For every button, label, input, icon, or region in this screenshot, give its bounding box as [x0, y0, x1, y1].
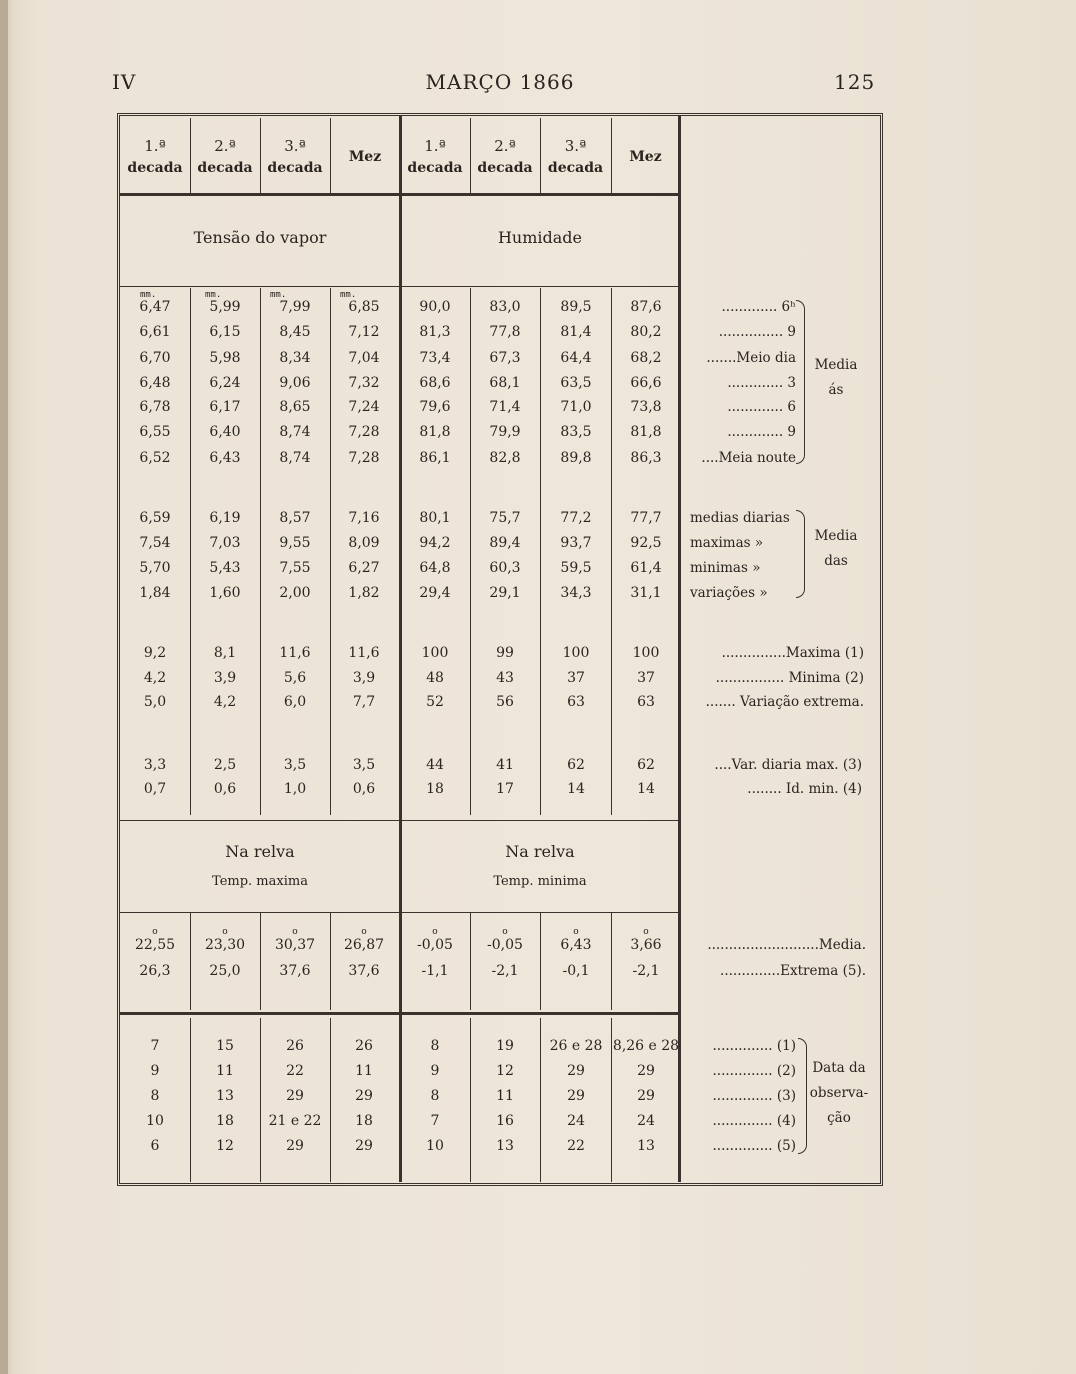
table-cell: 18: [426, 781, 444, 797]
brace-group: [796, 510, 805, 598]
row-label: .............. (5): [712, 1138, 796, 1154]
column-header-label: Mez: [348, 149, 382, 165]
table-cell: 26 e 28: [549, 1038, 603, 1054]
table-cell: 8,26 e 28: [612, 1038, 680, 1054]
table-cell: 26,87: [343, 937, 385, 953]
column-header: [611, 120, 680, 194]
table-cell: 29,1: [489, 585, 521, 601]
table-cell: 2,5: [213, 757, 237, 773]
row-label: medias diarias: [690, 510, 790, 526]
row-label: ............. 6ʰ: [721, 299, 796, 315]
table-cell: 3,3: [143, 757, 167, 773]
table-cell: 7: [150, 1038, 160, 1054]
column-divider: [540, 912, 541, 1010]
table-cell: 13: [637, 1138, 655, 1154]
table-cell: 99: [496, 645, 514, 661]
table-cell: 79,6: [419, 399, 451, 415]
row-label: variações »: [690, 585, 768, 601]
table-cell: 1,84: [139, 585, 171, 601]
table-cell: 6: [150, 1138, 160, 1154]
table-cell: 10: [146, 1113, 164, 1129]
column-header: [120, 120, 190, 194]
row-label: .............. (3): [712, 1088, 796, 1104]
table-cell: 86,1: [419, 450, 451, 466]
table-cell: 94,2: [419, 535, 451, 551]
table-cell: 7,28: [348, 450, 380, 466]
table-cell: 9,2: [143, 645, 167, 661]
table-cell: 6,27: [348, 560, 380, 576]
column-divider: [190, 912, 191, 1010]
table-cell: 3,5: [352, 757, 376, 773]
table-cell: 3,5: [283, 757, 307, 773]
group-label: Data da: [812, 1060, 866, 1076]
degree-mark: o: [222, 927, 228, 937]
table-cell: 82,8: [489, 450, 521, 466]
table-cell: 22,55: [134, 937, 176, 953]
table-cell: 37: [567, 670, 585, 686]
table-cell: 6,55: [139, 424, 171, 440]
table-cell: 64,8: [419, 560, 451, 576]
column-header: [260, 120, 330, 194]
page-title: MARÇO 1866: [425, 70, 575, 94]
table-cell: 7,54: [139, 535, 171, 551]
table-cell: 3,9: [352, 670, 376, 686]
section-rule: [120, 1012, 678, 1015]
table-cell: 6,19: [209, 510, 241, 526]
table-cell: 9,06: [279, 375, 311, 391]
table-cell: 29: [637, 1088, 655, 1104]
table-cell: 29: [567, 1063, 585, 1079]
table-cell: 29: [355, 1088, 373, 1104]
table-cell: 4,2: [213, 694, 237, 710]
column-header: [400, 120, 470, 194]
table-cell: 73,4: [419, 350, 451, 366]
group-label: das: [824, 553, 848, 569]
table-cell: 68,6: [419, 375, 451, 391]
row-label: ....Var. diaria max. (3): [714, 757, 862, 773]
table-cell: 18: [355, 1113, 373, 1129]
table-cell: 0,7: [143, 781, 167, 797]
table-cell: 6,47: [139, 299, 171, 315]
table-cell: 29: [637, 1063, 655, 1079]
table-cell: 8,1: [213, 645, 237, 661]
table-cell: 6,52: [139, 450, 171, 466]
row-label: .............. (1): [712, 1038, 796, 1054]
table-cell: 13: [496, 1138, 514, 1154]
table-cell: 23,30: [204, 937, 246, 953]
group-label: Media: [814, 528, 858, 544]
column-divider: [190, 288, 191, 815]
table-cell: 52: [426, 694, 444, 710]
table-cell: 26: [286, 1038, 304, 1054]
table-cell: 37,6: [279, 963, 311, 979]
degree-mark: o: [502, 927, 508, 937]
table-cell: 87,6: [630, 299, 662, 315]
table-cell: 25,0: [209, 963, 241, 979]
row-label: maximas »: [690, 535, 764, 551]
table-cell: 1,0: [283, 781, 307, 797]
column-divider: [330, 912, 331, 1010]
degree-mark: o: [432, 927, 438, 937]
section-rule: [120, 286, 678, 287]
table-cell: 81,4: [560, 324, 592, 340]
table-cell: -0,05: [487, 937, 523, 953]
table-cell: 9,55: [279, 535, 311, 551]
table-cell: 63: [567, 694, 585, 710]
column-divider: [611, 912, 612, 1010]
table-cell: 6,24: [209, 375, 241, 391]
unit-label: mm.: [205, 290, 222, 300]
table-cell: 7,55: [279, 560, 311, 576]
table-cell: 79,9: [489, 424, 521, 440]
table-cell: 34,3: [560, 585, 592, 601]
table-cell: 5,70: [139, 560, 171, 576]
table-cell: 29: [286, 1138, 304, 1154]
table-cell: 26: [355, 1038, 373, 1054]
column-header-label: decada: [407, 160, 463, 176]
table-cell: 0,6: [352, 781, 376, 797]
group-label: ção: [827, 1110, 851, 1126]
table-cell: 5,43: [209, 560, 241, 576]
table-cell: 6,43: [560, 937, 592, 953]
table-cell: 29: [286, 1088, 304, 1104]
table-cell: -1,1: [421, 963, 449, 979]
column-divider: [611, 288, 612, 815]
table-cell: 80,1: [419, 510, 451, 526]
table-cell: 2,00: [279, 585, 311, 601]
column-header-ordinal: 3.ª: [564, 137, 587, 155]
table-cell: 8,45: [279, 324, 311, 340]
table-cell: 68,2: [630, 350, 662, 366]
table-cell: 6,61: [139, 324, 171, 340]
brace-group: [798, 1038, 807, 1154]
degree-mark: o: [361, 927, 367, 937]
column-divider: [540, 288, 541, 815]
table-cell: 100: [421, 645, 449, 661]
row-label: .............. (4): [712, 1113, 796, 1129]
page-number: 125: [834, 70, 876, 94]
table-cell: -2,1: [491, 963, 519, 979]
table-cell: 37,6: [348, 963, 380, 979]
section-title-relva-max: Na relva: [225, 842, 295, 861]
table-cell: 37: [637, 670, 655, 686]
table-cell: 100: [632, 645, 660, 661]
column-header-label: decada: [477, 160, 533, 176]
table-cell: 22: [567, 1138, 585, 1154]
table-cell: 24: [567, 1113, 585, 1129]
column-header-label: Mez: [629, 149, 662, 165]
row-label: ........ Id. min. (4): [747, 781, 862, 797]
column-divider: [330, 288, 331, 815]
column-header-ordinal: 2.ª: [494, 137, 516, 155]
table-cell: 6,17: [209, 399, 241, 415]
table-cell: 93,7: [560, 535, 592, 551]
column-header: [330, 120, 400, 194]
column-header-label: decada: [267, 160, 323, 176]
row-label: ............. 9: [727, 424, 796, 440]
table-cell: 7,32: [348, 375, 380, 391]
table-cell: 11: [496, 1088, 514, 1104]
table-cell: 100: [562, 645, 590, 661]
table-cell: 63,5: [560, 375, 592, 391]
table-cell: 11,6: [348, 645, 380, 661]
table-cell: 16: [496, 1113, 514, 1129]
column-header: [470, 120, 540, 194]
table-cell: 56: [496, 694, 514, 710]
table-cell: 61,4: [630, 560, 662, 576]
table-cell: 8,65: [279, 399, 311, 415]
group-label: Media: [814, 357, 858, 373]
table-cell: 7,16: [348, 510, 380, 526]
table-cell: 77,7: [630, 510, 662, 526]
table-cell: 44: [426, 757, 444, 773]
table-cell: 8,09: [348, 535, 380, 551]
column-header-ordinal: 3.ª: [284, 137, 306, 155]
table-cell: 89,8: [560, 450, 592, 466]
table-cell: 6,70: [139, 350, 171, 366]
table-cell: 62: [637, 757, 655, 773]
table-cell: 90,0: [419, 299, 451, 315]
table-cell: 77,8: [489, 324, 521, 340]
row-label: ............... 9: [718, 324, 796, 340]
unit-label: mm.: [270, 290, 287, 300]
table-cell: 4,2: [143, 670, 167, 686]
table-cell: 81,8: [419, 424, 451, 440]
row-label: .......Meio dia: [706, 350, 796, 366]
table-cell: 83,5: [560, 424, 592, 440]
table-cell: 29: [355, 1138, 373, 1154]
table-cell: 7,99: [279, 299, 311, 315]
table-cell: -2,1: [632, 963, 660, 979]
table-cell: 29: [567, 1088, 585, 1104]
table-cell: 77,2: [560, 510, 592, 526]
table-cell: 8: [430, 1088, 440, 1104]
column-header-ordinal: 1.ª: [424, 137, 446, 155]
row-label: ...............Maxima (1): [721, 645, 864, 661]
table-cell: 7,7: [352, 694, 376, 710]
section-title-relva-min: Na relva: [505, 842, 575, 861]
table-cell: 29,4: [419, 585, 451, 601]
table-cell: 8,74: [279, 450, 311, 466]
section-title-vapor: Tensão do vapor: [193, 228, 327, 247]
degree-mark: o: [573, 927, 579, 937]
table-cell: 11: [216, 1063, 234, 1079]
column-header-label: decada: [127, 160, 183, 176]
table-cell: 5,98: [209, 350, 241, 366]
table-cell: 8: [430, 1038, 440, 1054]
column-divider: [260, 912, 261, 1010]
row-label: ................ Minima (2): [715, 670, 864, 686]
column-header-label: decada: [547, 160, 604, 176]
section-subtitle-relva-max: Temp. maxima: [212, 874, 308, 889]
table-cell: 67,3: [489, 350, 521, 366]
table-cell: 66,6: [630, 375, 662, 391]
table-cell: 17: [496, 781, 514, 797]
table-cell: 48: [426, 670, 444, 686]
column-header-ordinal: 1.ª: [144, 137, 166, 155]
table-cell: 60,3: [489, 560, 521, 576]
table-cell: 89,4: [489, 535, 521, 551]
column-divider: [260, 288, 261, 815]
table-cell: 12: [216, 1138, 234, 1154]
table-cell: 26,3: [139, 963, 171, 979]
table-cell: 14: [637, 781, 655, 797]
table-cell: 12: [496, 1063, 514, 1079]
table-cell: 9: [430, 1063, 440, 1079]
table-cell: 73,8: [630, 399, 662, 415]
table-cell: 80,2: [630, 324, 662, 340]
row-label: ....... Variação extrema.: [705, 694, 864, 710]
table-cell: 89,5: [560, 299, 592, 315]
table-cell: 83,0: [489, 299, 521, 315]
table-cell: 11: [355, 1063, 373, 1079]
table-cell: 75,7: [489, 510, 521, 526]
table-cell: 6,85: [348, 299, 380, 315]
table-cell: 8: [150, 1088, 160, 1104]
table-cell: 1,82: [348, 585, 380, 601]
column-header-ordinal: 2.ª: [214, 137, 236, 155]
row-label: .............. (2): [712, 1063, 796, 1079]
degree-mark: o: [292, 927, 298, 937]
column-header-label: decada: [197, 160, 253, 176]
section-rule: [120, 912, 678, 913]
table-cell: 31,1: [630, 585, 662, 601]
table-cell: 1,60: [209, 585, 241, 601]
table-cell: 81,8: [630, 424, 662, 440]
table-cell: 7,24: [348, 399, 380, 415]
table-cell: 59,5: [560, 560, 592, 576]
page-gutter-edge: [0, 0, 8, 1374]
section-number: IV: [112, 70, 137, 94]
table-cell: 24: [637, 1113, 655, 1129]
table-cell: 7,28: [348, 424, 380, 440]
table-cell: 81,3: [419, 324, 451, 340]
table-cell: 8,74: [279, 424, 311, 440]
row-label: minimas »: [690, 560, 761, 576]
section-title-humidity: Humidade: [497, 228, 583, 247]
group-label: ás: [828, 382, 844, 398]
table-cell: 68,1: [489, 375, 521, 391]
table-cell: 5,99: [209, 299, 241, 315]
table-cell: -0,05: [417, 937, 453, 953]
table-cell: 6,59: [139, 510, 171, 526]
table-cell: 7: [430, 1113, 440, 1129]
table-cell: 30,37: [274, 937, 316, 953]
table-cell: 21 e 22: [268, 1113, 322, 1129]
row-label: ....Meia noute: [701, 450, 796, 466]
table-cell: 8,57: [279, 510, 311, 526]
table-cell: 62: [567, 757, 585, 773]
table-cell: 14: [567, 781, 585, 797]
table-cell: 7,04: [348, 350, 380, 366]
table-cell: 5,0: [143, 694, 167, 710]
degree-mark: o: [643, 927, 649, 937]
table-cell: 6,48: [139, 375, 171, 391]
row-label: ..........................Media.: [707, 937, 866, 953]
section-rule: [120, 820, 678, 821]
table-cell: 6,0: [283, 694, 307, 710]
table-cell: 43: [496, 670, 514, 686]
column-header: [540, 120, 611, 194]
table-cell: 9: [150, 1063, 160, 1079]
table-cell: 41: [496, 757, 514, 773]
table-cell: 6,40: [209, 424, 241, 440]
row-label: ..............Extrema (5).: [720, 963, 866, 979]
table-cell: 64,4: [560, 350, 592, 366]
row-label: ............. 6: [727, 399, 796, 415]
group-label: observa-: [809, 1085, 869, 1101]
table-cell: 3,9: [213, 670, 237, 686]
table-cell: 71,4: [489, 399, 521, 415]
table-cell: 63: [637, 694, 655, 710]
unit-label: mm.: [140, 290, 157, 300]
table-cell: 10: [426, 1138, 444, 1154]
table-cell: 6,43: [209, 450, 241, 466]
table-cell: 6,78: [139, 399, 171, 415]
brace-group: [796, 300, 805, 464]
column-header: [190, 120, 260, 194]
table-cell: 0,6: [213, 781, 237, 797]
table-cell: 6,15: [209, 324, 241, 340]
table-cell: 92,5: [630, 535, 662, 551]
table-cell: 15: [216, 1038, 234, 1054]
table-cell: -0,1: [562, 963, 590, 979]
column-divider: [470, 288, 471, 815]
table-cell: 86,3: [630, 450, 662, 466]
table-cell: 8,34: [279, 350, 311, 366]
unit-label: mm.: [340, 290, 357, 300]
table-cell: 7,03: [209, 535, 241, 551]
column-divider: [470, 912, 471, 1010]
row-label: ............. 3: [727, 375, 796, 391]
section-subtitle-relva-min: Temp. minima: [493, 874, 587, 889]
table-cell: 5,6: [283, 670, 307, 686]
degree-mark: o: [152, 927, 158, 937]
table-cell: 13: [216, 1088, 234, 1104]
table-cell: 22: [286, 1063, 304, 1079]
table-cell: 3,66: [630, 937, 662, 953]
table-cell: 18: [216, 1113, 234, 1129]
table-cell: 19: [496, 1038, 514, 1054]
table-cell: 11,6: [279, 645, 311, 661]
table-cell: 7,12: [348, 324, 380, 340]
table-cell: 71,0: [560, 399, 592, 415]
